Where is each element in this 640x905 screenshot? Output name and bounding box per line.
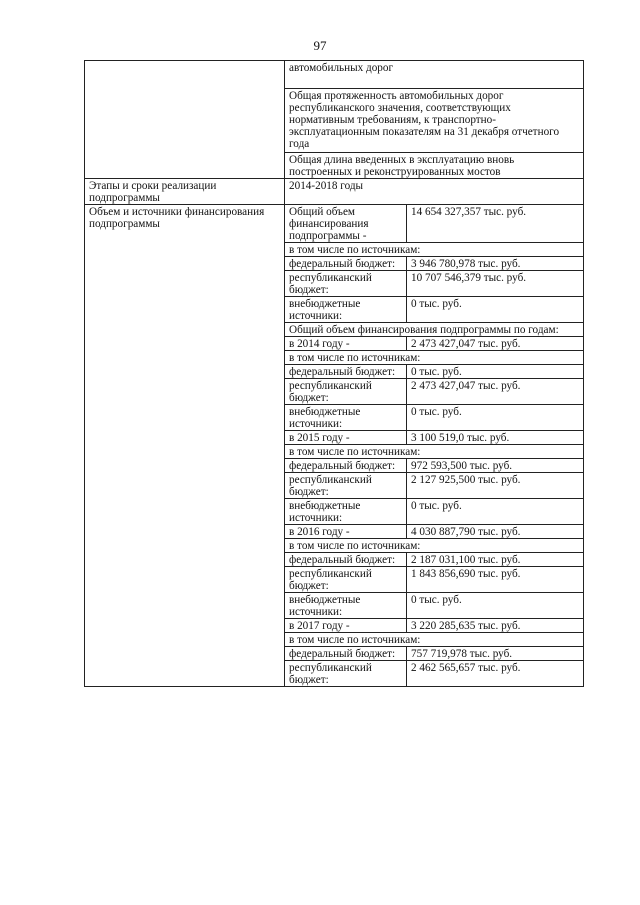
source-label: республиканский бюджет: bbox=[285, 379, 407, 405]
year-label: в 2015 году - bbox=[285, 431, 407, 445]
source-label: внебюджетные источники: bbox=[285, 405, 407, 431]
source-value: 10 707 546,379 тыс. руб. bbox=[407, 271, 584, 297]
year-value: 4 030 887,790 тыс. руб. bbox=[407, 525, 584, 539]
source-value: 2 473 427,047 тыс. руб. bbox=[407, 379, 584, 405]
source-label: внебюджетные источники: bbox=[285, 499, 407, 525]
source-value: 2 462 565,657 тыс. руб. bbox=[407, 661, 584, 687]
source-value: 0 тыс. руб. bbox=[407, 593, 584, 619]
source-label: внебюджетные источники: bbox=[285, 297, 407, 323]
year-value: 3 220 285,635 тыс. руб. bbox=[407, 619, 584, 633]
indicator-text: Общая протяженность автомобильных дорог республиканского значения, соответствующих нормативным требованиям, к транспортно-эксплуатационным показателям на 31 декабря отчетного года bbox=[285, 89, 584, 153]
source-value: 757 719,978 тыс. руб. bbox=[407, 647, 584, 661]
total-financing-value: 14 654 327,357 тыс. руб. bbox=[407, 205, 584, 243]
source-value: 0 тыс. руб. bbox=[407, 405, 584, 431]
year-label: в 2017 году - bbox=[285, 619, 407, 633]
sources-heading: в том числе по источникам: bbox=[285, 243, 584, 257]
total-financing-label: Общий объем финансирования подпрограммы - bbox=[285, 205, 407, 243]
sources-heading: в том числе по источникам: bbox=[285, 351, 584, 365]
indicator-text: автомобильных дорог bbox=[285, 61, 584, 89]
financing-label: Объем и источники финансирования подпрограммы bbox=[85, 205, 285, 687]
indicator-row bbox=[85, 61, 584, 89]
source-value: 1 843 856,690 тыс. руб. bbox=[407, 567, 584, 593]
year-value: 2 473 427,047 тыс. руб. bbox=[407, 337, 584, 351]
source-label: федеральный бюджет: bbox=[285, 257, 407, 271]
sources-heading: в том числе по источникам: bbox=[285, 539, 584, 553]
source-label: республиканский бюджет: bbox=[285, 567, 407, 593]
source-label: республиканский бюджет: bbox=[285, 661, 407, 687]
source-value: 0 тыс. руб. bbox=[407, 297, 584, 323]
source-label: республиканский бюджет: bbox=[285, 271, 407, 297]
source-value: 3 946 780,978 тыс. руб. bbox=[407, 257, 584, 271]
source-label: федеральный бюджет: bbox=[285, 553, 407, 567]
stages-label: Этапы и сроки реализации подпрограммы bbox=[85, 179, 285, 205]
page-number: 97 bbox=[313, 38, 327, 53]
year-label: в 2014 году - bbox=[285, 337, 407, 351]
source-label: федеральный бюджет: bbox=[285, 647, 407, 661]
source-label: федеральный бюджет: bbox=[285, 365, 407, 379]
source-value: 0 тыс. руб. bbox=[407, 365, 584, 379]
year-label: в 2016 году - bbox=[285, 525, 407, 539]
source-value: 972 593,500 тыс. руб. bbox=[407, 459, 584, 473]
subprogram-passport-table bbox=[84, 60, 584, 687]
source-label: республиканский бюджет: bbox=[285, 473, 407, 499]
source-label: внебюджетные источники: bbox=[285, 593, 407, 619]
year-value: 3 100 519,0 тыс. руб. bbox=[407, 431, 584, 445]
by-years-heading: Общий объем финансирования подпрограммы по годам: bbox=[285, 323, 584, 337]
indicator-text: Общая длина введенных в эксплуатацию вновь построенных и реконструированных мостов bbox=[285, 153, 584, 179]
source-value: 2 187 031,100 тыс. руб. bbox=[407, 553, 584, 567]
stages-row bbox=[85, 179, 584, 205]
total-financing-row bbox=[85, 205, 584, 243]
sources-heading: в том числе по источникам: bbox=[285, 445, 584, 459]
source-value: 2 127 925,500 тыс. руб. bbox=[407, 473, 584, 499]
source-value: 0 тыс. руб. bbox=[407, 499, 584, 525]
stages-value: 2014-2018 годы bbox=[285, 179, 584, 205]
source-label: федеральный бюджет: bbox=[285, 459, 407, 473]
empty-label-cell bbox=[85, 61, 285, 179]
sources-heading: в том числе по источникам: bbox=[285, 633, 584, 647]
